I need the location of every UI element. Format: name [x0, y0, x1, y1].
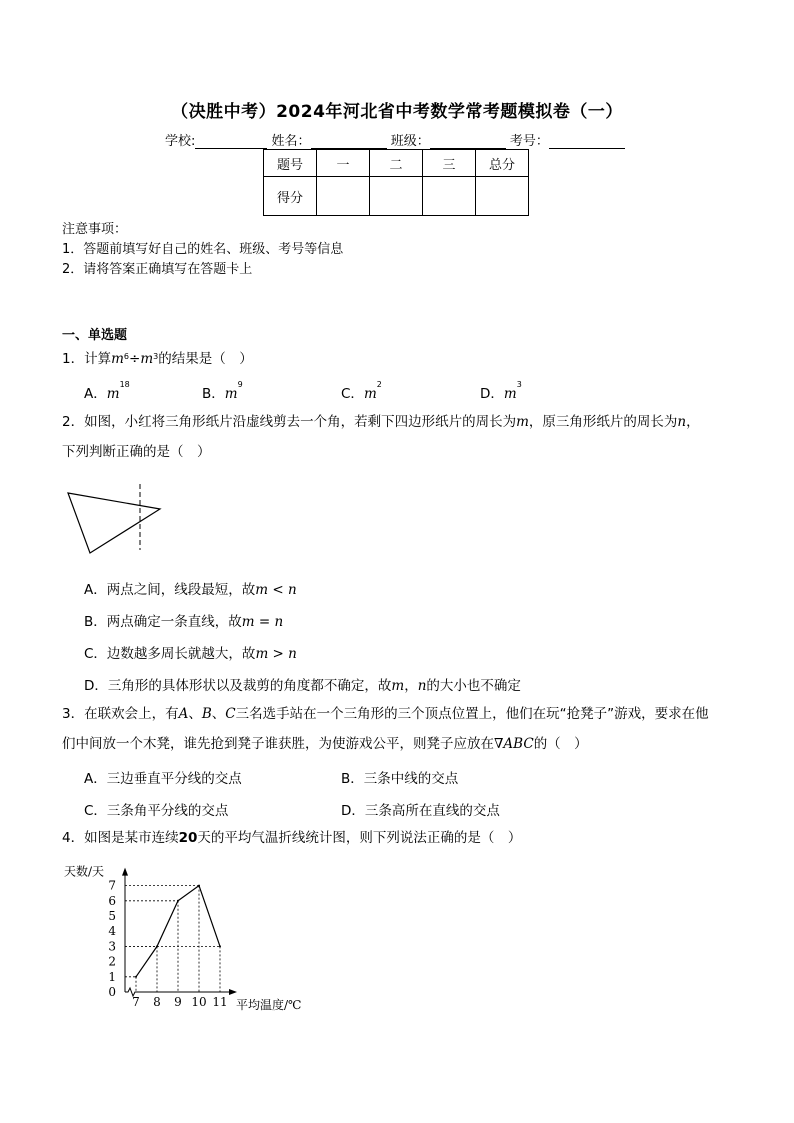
q3-option-a[interactable]: A．三边垂直平分线的交点: [84, 771, 242, 787]
option-text: ，: [404, 678, 418, 694]
y-tick-label: 1: [108, 969, 116, 984]
q1-suffix: 的结果是（ ）: [158, 351, 253, 367]
q1-exp: 3: [153, 352, 159, 361]
q4-text: 天的平均气温折线统计图，则下列说法正确的是（ ）: [197, 830, 522, 846]
y-tick-label: 7: [108, 878, 116, 893]
data-point: [198, 885, 200, 887]
x-axis-arrow: [229, 989, 237, 995]
option-text: A．两点之间，线段最短，故: [84, 582, 256, 598]
q1-option-b[interactable]: [202, 382, 243, 402]
question-3-line-1: [62, 704, 709, 724]
score-cell[interactable]: [370, 177, 423, 216]
q3-text: 们中间放一个木凳，谁先抢到凳子谁获胜，为使游戏公平，则凳子应放在: [62, 736, 494, 752]
student-info-line: [165, 130, 625, 149]
score-table: [263, 149, 529, 216]
name-label: 姓名：: [271, 134, 311, 149]
option-math: n: [417, 678, 427, 694]
notes: [62, 220, 343, 280]
option-math: m < n: [255, 582, 297, 598]
y-tick-label: 2: [108, 954, 116, 969]
x-tick-label: 8: [153, 995, 161, 1009]
score-cell[interactable]: [476, 177, 529, 216]
q1-exp: 6: [123, 352, 129, 361]
q1-div: ÷: [129, 351, 141, 367]
option-exp: 9: [237, 380, 243, 389]
option-label: B．: [202, 386, 225, 402]
option-text: B．两点确定一条直线，故: [84, 614, 242, 630]
q2-text: 2．如图，小红将三角形纸片沿虚线剪去一个角，若剩下四边形纸片的周长为: [62, 414, 517, 430]
note-item: 2．请将答案正确填写在答题卡上: [62, 262, 253, 277]
question-1: [62, 349, 253, 369]
y-axis-arrow: [122, 868, 128, 876]
q2-option-d[interactable]: [84, 674, 521, 694]
score-row-label: 得分: [264, 177, 317, 216]
option-base: m: [224, 386, 238, 402]
series-line: [136, 886, 220, 977]
data-point: [135, 976, 137, 978]
option-math: m: [391, 678, 405, 694]
q3-var: C: [225, 706, 236, 722]
x-tick-label: 10: [191, 995, 207, 1009]
score-table-header: 题号: [264, 150, 317, 177]
y-tick-label: 4: [108, 924, 116, 939]
q3-text: 3．在联欢会上，有: [62, 706, 179, 722]
score-table-header: 二: [370, 150, 423, 177]
option-label: D．: [480, 386, 504, 402]
note-item: 1．答题前填写好自己的姓名、班级、考号等信息: [62, 242, 344, 257]
q3-option-b[interactable]: B．三条中线的交点: [341, 771, 459, 787]
q2-text: ，: [686, 414, 700, 430]
score-table-header: 一: [317, 150, 370, 177]
q4-number: 20: [178, 830, 198, 846]
q3-text: 、: [211, 706, 226, 722]
q2-option-c[interactable]: [84, 642, 297, 662]
q1-var: m: [111, 351, 124, 367]
option-exp: 18: [119, 380, 130, 389]
option-math: m = n: [241, 614, 284, 630]
q3-var: B: [201, 706, 212, 722]
question-3-line-2: [62, 734, 588, 754]
score-table-header: 总分: [476, 150, 529, 177]
question-2-line-2: 下列判断正确的是（ ）: [62, 444, 211, 460]
q1-var: m: [140, 351, 154, 367]
q3-text: 、: [188, 706, 202, 722]
class-field[interactable]: [430, 134, 506, 149]
q3-triangle: ∇ABC: [494, 736, 534, 752]
question-4: [62, 828, 521, 848]
score-cell[interactable]: [317, 177, 370, 216]
score-table-header: 三: [423, 150, 476, 177]
id-label: 考号：: [509, 134, 549, 149]
data-point: [156, 945, 158, 947]
x-tick-label: 11: [212, 995, 228, 1009]
x-tick-label: 9: [174, 995, 182, 1009]
name-field[interactable]: [311, 134, 387, 149]
option-exp: 2: [376, 380, 382, 389]
temperature-line-chart: [60, 858, 330, 1018]
page-title: （决胜中考）2024年河北省中考数学常考题模拟卷（一）: [171, 102, 623, 122]
q2-text: ，原三角形纸片的周长为: [528, 414, 678, 430]
q2-var-m: m: [516, 414, 529, 430]
q1-option-d[interactable]: [480, 382, 522, 402]
q2-option-a[interactable]: [84, 578, 297, 598]
data-point: [177, 900, 179, 902]
y-tick-label: 6: [108, 893, 116, 908]
class-label: 班级：: [390, 134, 430, 149]
q1-option-c[interactable]: [341, 382, 382, 402]
q3-var: A: [178, 706, 189, 722]
q4-text: 4．如图是某市连续: [62, 830, 179, 846]
q2-option-b[interactable]: [84, 610, 283, 630]
section-title: 一、单选题: [62, 328, 128, 343]
school-field[interactable]: [195, 134, 267, 149]
y-axis-label: 天数/天: [64, 864, 105, 879]
option-base: m: [106, 386, 120, 402]
y-tick-label: 0: [108, 985, 116, 999]
option-label: C．: [341, 386, 364, 402]
q3-option-d[interactable]: D．三条高所在直线的交点: [341, 803, 500, 819]
option-base: m: [363, 386, 377, 402]
score-cell[interactable]: [423, 177, 476, 216]
notes-heading: 注意事项：: [62, 222, 128, 237]
q2-triangle-figure: [62, 482, 172, 556]
q3-text: 三名选手站在一个三角形的三个顶点位置上，他们在玩“抢凳子”游戏，要求在他: [235, 706, 709, 722]
option-base: m: [503, 386, 517, 402]
q3-option-c[interactable]: C．三条角平分线的交点: [84, 803, 229, 819]
option-math: m > n: [255, 646, 297, 662]
q1-option-a[interactable]: [84, 382, 130, 402]
q1-prefix: 1．计算: [62, 351, 112, 367]
data-point: [219, 945, 221, 947]
y-tick-label: 5: [108, 909, 116, 923]
option-text: 的大小也不确定: [426, 678, 521, 694]
y-tick-label: 3: [108, 939, 116, 954]
q2-var-n: n: [677, 414, 687, 430]
option-exp: 3: [516, 380, 522, 389]
x-axis-label: 平均温度/℃: [236, 998, 302, 1012]
q3-text: 的（ ）: [533, 736, 588, 752]
option-label: A．: [84, 386, 107, 402]
option-text: C．边数越多周长就越大，故: [84, 646, 256, 662]
x-tick-label: 7: [132, 995, 140, 1009]
triangle-shape: [68, 493, 160, 553]
option-text: D．三角形的具体形状以及裁剪的角度都不确定，故: [84, 678, 392, 694]
id-field[interactable]: [549, 134, 625, 149]
school-label: 学校:: [165, 134, 196, 149]
question-2-line-1: [62, 412, 700, 432]
